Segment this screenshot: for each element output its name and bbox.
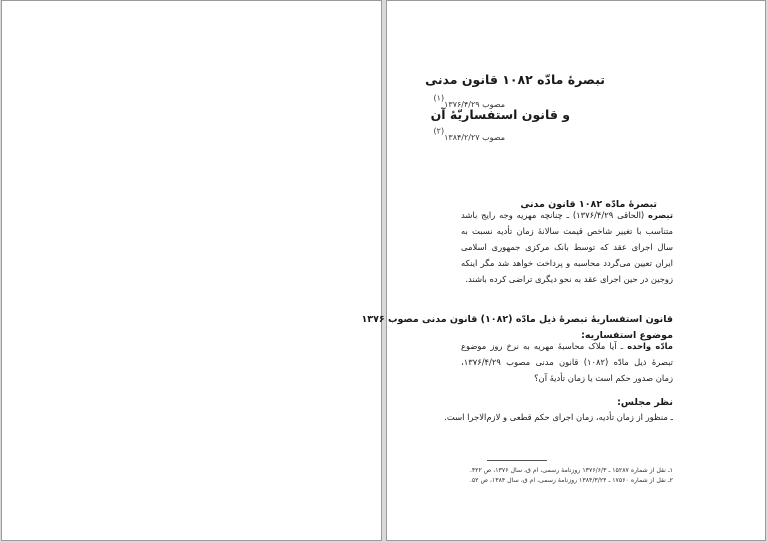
section-1-title-text: تبصرۀ مادّه ۱۰۸۲ قانون مدنی [520, 199, 657, 210]
parliament-opinion [444, 405, 673, 425]
header-title-2 [431, 104, 570, 123]
subject-label-text: موضوع استفساریه: [581, 330, 673, 341]
tabsare-label: تبصره [648, 210, 673, 220]
single-article-paragraph [461, 338, 673, 386]
parliament-opinion-text: ـ منظور از زمان تأدیه، زمان اجرای حکم قطعی و لازم‌الاجرا است. [444, 412, 673, 422]
header-footnote-ref-2: (۲) [433, 126, 445, 136]
header-title-1 [425, 69, 605, 88]
single-article-text: ـ آیا ملاک محاسبۀ مهریه به نرخ روز موضوع تبصرۀ ذیل مادّه (۱۰۸۲) قانون مدنی مصوب ۱۳۷۶/۴/۲۹، زمان صدور حکم است یا زمان تأدیۀ آن؟ [461, 341, 673, 383]
header-title-2-text: و قانون استفساریّۀ آن [430, 107, 570, 122]
footnote-divider [487, 460, 547, 461]
single-article-label: مادّه واحده [627, 341, 673, 351]
header-footnote-ref-1: (۱) [433, 93, 445, 103]
parliament-opinion-label-text: نظر مجلس: [617, 397, 673, 408]
section-2-title-text: قانون استفساریۀ تبصرۀ ذیل مادّه (۱۰۸۲) قانون مدنی مصوب ۱۳۷۶ [361, 314, 673, 325]
footnote-1: ۱ـ نقل از شماره ۱۵۲۸۷ ـ ۱۳۷۶/۶/۳ روزنامۀ رسمی، ام ق، سال ۱۳۷۶، ص ۴۲۲. [469, 467, 673, 474]
right-page [361, 0, 766, 541]
header-date-2 [434, 125, 505, 144]
section-1-paragraph [461, 207, 673, 287]
header-date-2-text: مصوب ۱۳۸۴/۲/۲۷ [444, 133, 505, 142]
blank-left-page [1, 0, 382, 541]
header-title-1-text: تبصرۀ مادّه ۱۰۸۲ قانون مدنی [425, 72, 605, 87]
footnote-2: ۲ـ نقل از شماره ۱۷۵۶۰ ـ ۱۳۸۴/۳/۲۴ روزنامۀ رسمی، ام ق، سال ۱۳۸۴، ص ۵۲. [469, 477, 673, 484]
tabsare-text: (الحاقی ۱۳۷۶/۴/۲۹) ـ چنانچه مهریه وجه رایج باشد متناسب با تغییر شاخص قیمت سالانۀ زمان تأدیه نسبت به سال اجرای عقد که توسط بانک مرکزی جمهوری اسلامی ایران تعیین می‌گردد محاسبه و پرداخت خواهد شد مگر اینکه زوجین در حین اجرای عقد به نحو دیگری تراضی کرده باشند. [461, 210, 673, 284]
header-date-1-text: مصوب ۱۳۷۶/۴/۲۹ [444, 100, 505, 109]
footnotes [443, 466, 673, 486]
